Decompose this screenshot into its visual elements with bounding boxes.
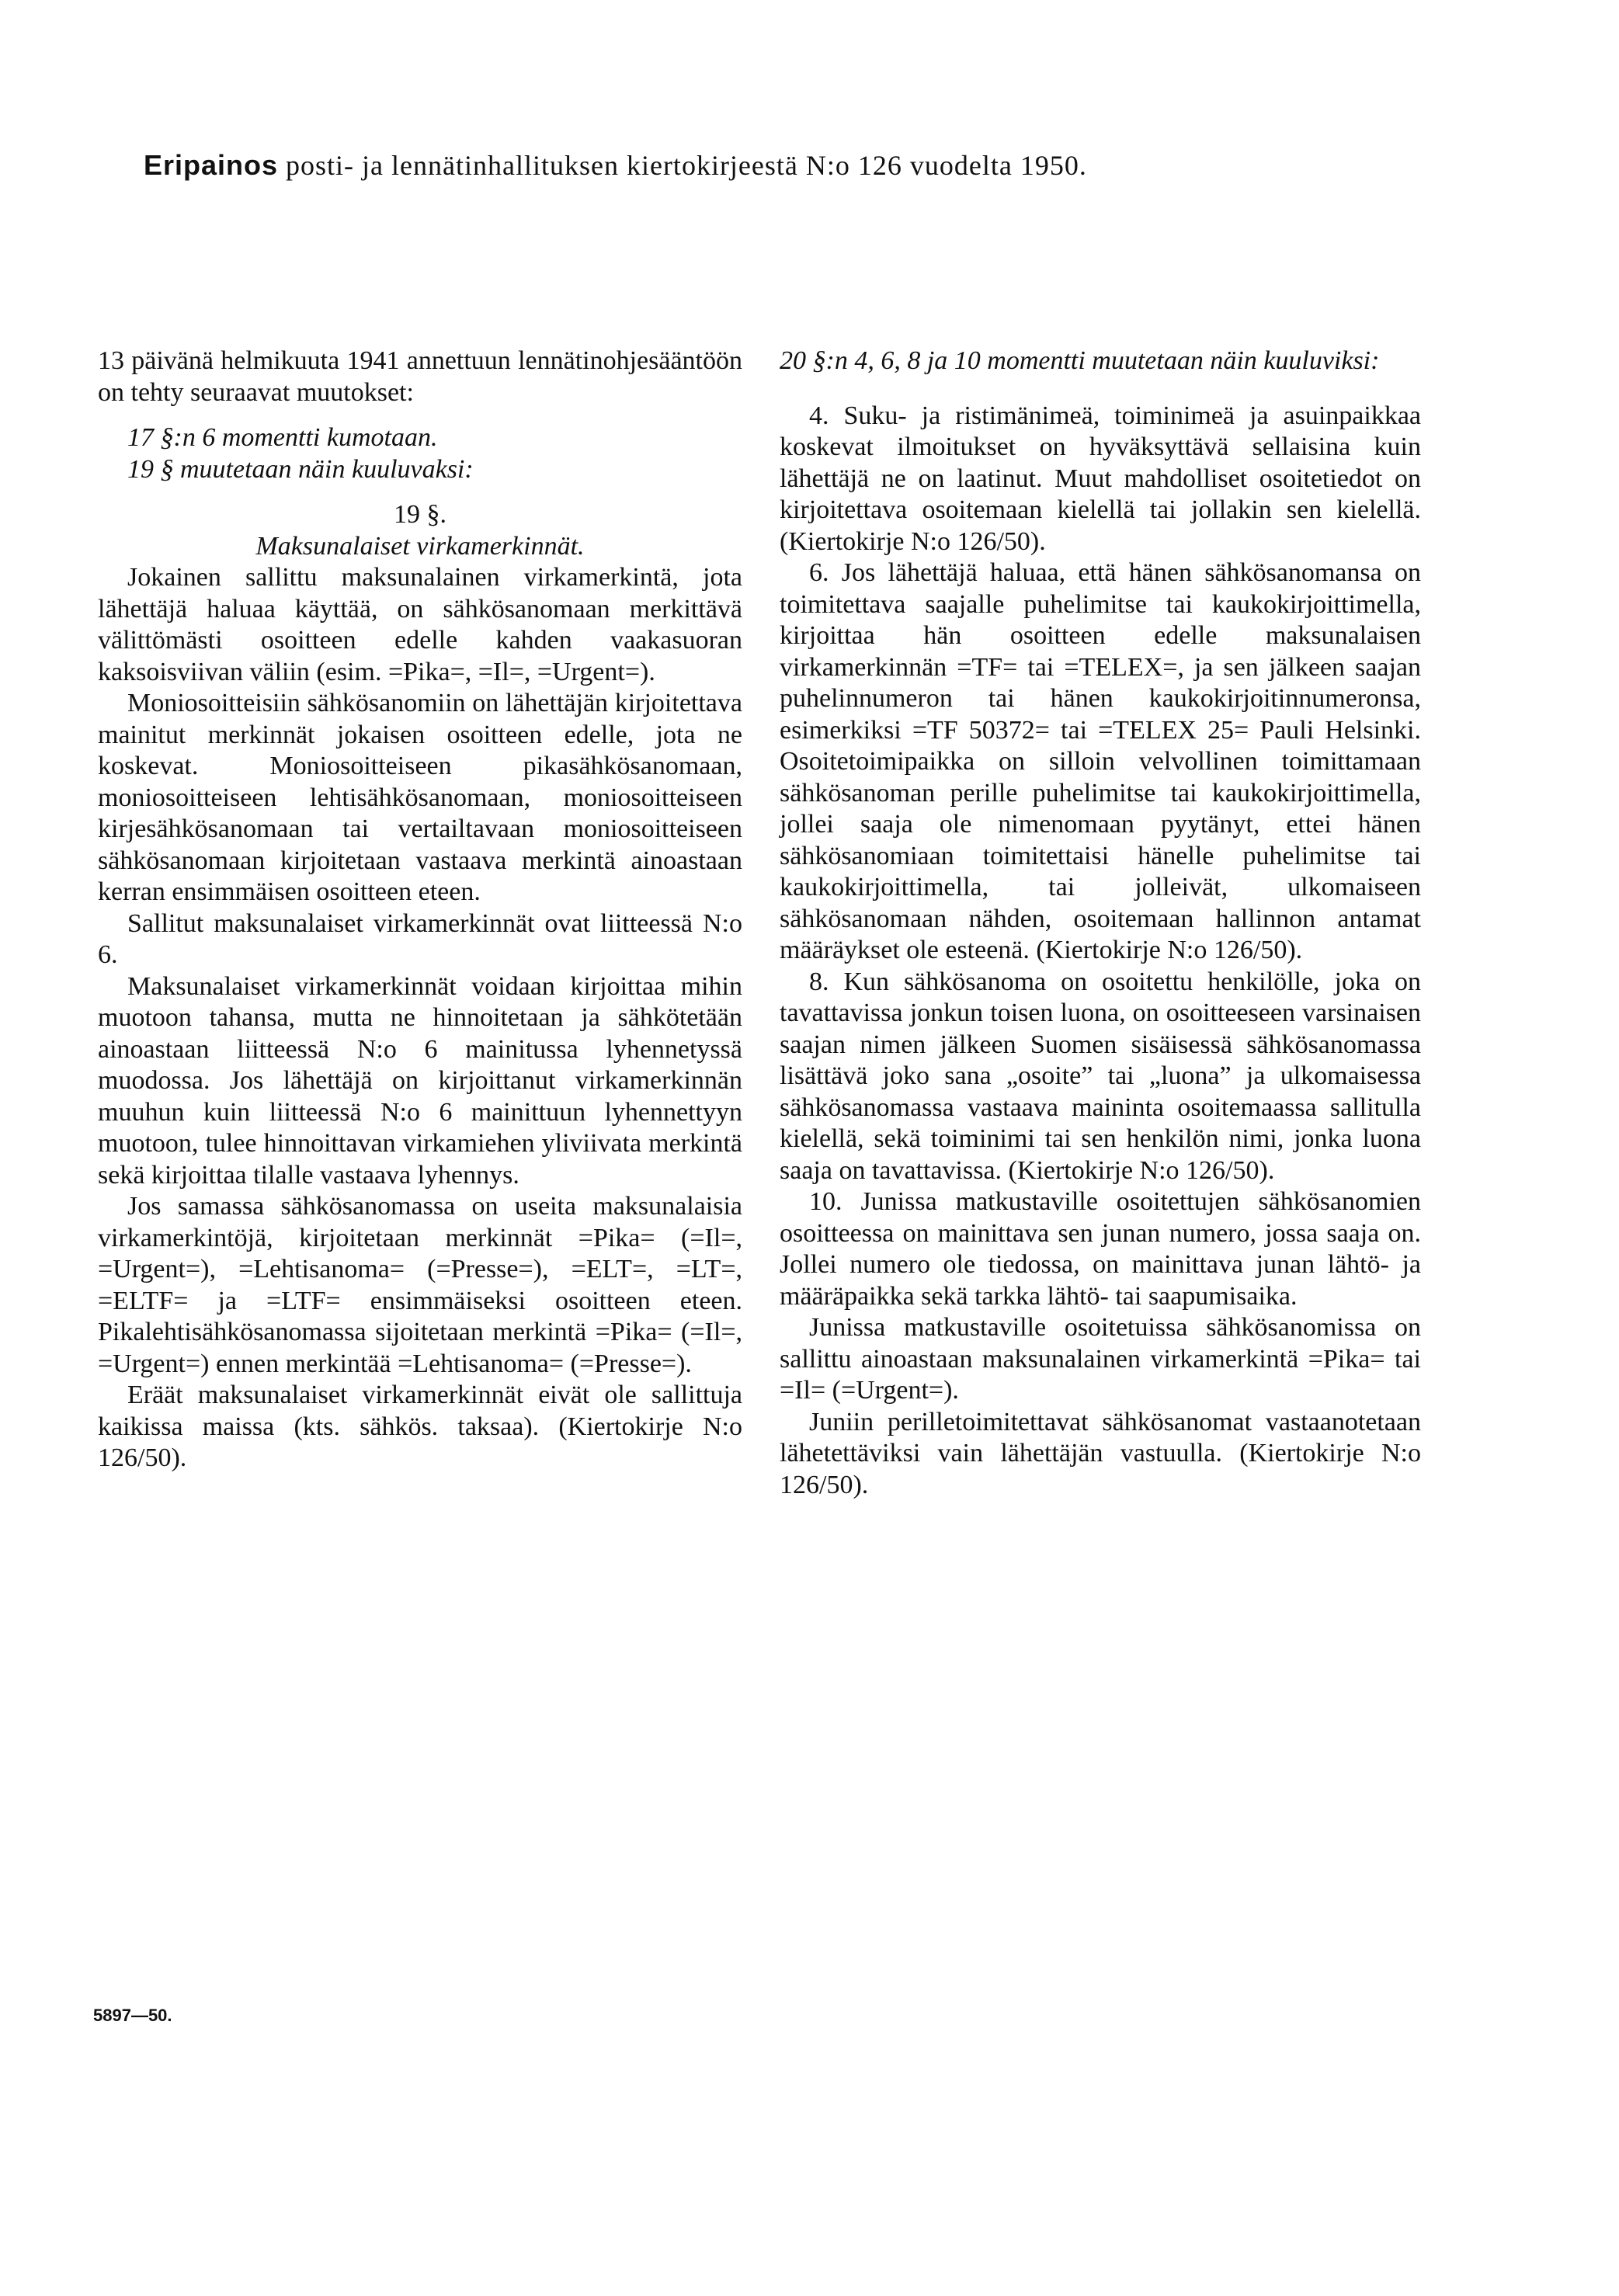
right-column xyxy=(780,346,1421,1501)
header-source: posti- ja lennätinhallituksen kiertokirjeestä N:o 126 vuodelta 1950. xyxy=(286,150,1087,181)
paragraph: Moniosoitteisiin sähkösanomiin on lähettäjän kirjoitettava mainitut merkinnät jokaisen osoitteen edelle, jota ne koskevat. Moniosoitteiseen pikasähkösanomaan, moniosoitteiseen lehtisähkösanomaan, moniosoitteiseen kirjesähkösanomaan tai vertailtavaan moniosoitteiseen sähkösanomaan kirjoitetaan vastaava merkintä ainoastaan kerran ensimmäisen osoitteen eteen. xyxy=(98,689,742,906)
section-20-heading: 20 §:n 4, 6, 8 ja 10 momentti muutetaan näin kuuluviksi: xyxy=(780,346,1380,375)
section-number: 19 §. xyxy=(394,500,446,529)
paragraph: Junissa matkustaville osoitetuissa sähkösanomissa on sallittu ainoastaan maksunalainen virkamerkintä =Pika= tai =Il= (=Urgent=). xyxy=(780,1313,1421,1405)
paragraph: Jos samassa sähkösanomassa on useita maksunalaisia virkamerkintöjä, kirjoitetaan merkinnät =Pika= (=Il=, =Urgent=), =Lehtisanoma= (=Presse=), =ELT=, =LT=, =ELTF= ja =LTF= ensimmäiseksi osoitteen eteen. Pikalehtisähkösanomassa sijoitetaan merkintä =Pika= (=Il=, =Urgent=) ennen merkintää =Lehtisanoma= (=Presse=). xyxy=(98,1192,742,1378)
paragraph: Eräät maksunalaiset virkamerkinnät eivät ole sallittuja kaikissa maissa (kts. sähkös. taksaa). (Kiertokirje N:o 126/50). xyxy=(98,1381,742,1472)
header-reprint-label: Eripainos xyxy=(144,149,279,181)
document-header xyxy=(144,149,1464,182)
paragraph-4: 4. Suku- ja ristimänimeä, toiminimeä ja asuinpaikkaa koskevat ilmoitukset on hyväksyttävä sellaisina kuin lähettäjä ne on laatinut. Muut mahdolliset osoitetiedot on kirjoitettava osoitemaan kielellä tai jollakin sen kielellä. (Kiertokirje N:o 126/50). xyxy=(780,401,1421,556)
paragraph-10: 10. Junissa matkustaville osoitettujen sähkösanomien osoitteessa on mainittava sen junan numero, jossa saaja on. Jollei numero ole tiedossa, on mainittava junan lähtö- ja määräpaikka sekä tarkka lähtö- tai saapumisaika. xyxy=(780,1187,1421,1311)
paragraph: Juniin perilletoimitettavat sähkösanomat vastaanotetaan lähetettäviksi vain lähettäjän vastuulla. (Kiertokirje N:o 126/50). xyxy=(780,1407,1421,1499)
paragraph: Jokainen sallittu maksunalainen virkamerkintä, jota lähettäjä haluaa käyttää, on sähkösanomaan merkittävä välittömästi osoitteen edelle kahden vaakasuoran kaksoisviivan väliin (esim. =Pika=, =Il=, =Urgent=). xyxy=(98,563,742,686)
change-17: 17 §:n 6 momentti kumotaan. xyxy=(127,423,438,452)
paragraph: Maksunalaiset virkamerkinnät voidaan kirjoittaa mihin muotoon tahansa, mutta ne hinnoitetaan ja sähkötetään ainoastaan liitteessä N:o 6 mainitussa lyhennetyssä muodossa. Jos lähettäjä on kirjoittanut virkamerkinnän muuhun kuin liitteessä N:o 6 mainittuun lyhennettyyn muotoon, tulee hinnoittavan virkamiehen yliviivata merkintä sekä kirjoittaa tilalle vastaava lyhennys. xyxy=(98,971,742,1190)
print-number: 5897—50. xyxy=(93,2006,172,2025)
intro-paragraph: 13 päivänä helmikuuta 1941 annettuun lennätinohjesääntöön on tehty seuraavat muutokset: xyxy=(98,346,742,407)
paragraph-6: 6. Jos lähettäjä haluaa, että hänen sähkösanomansa on toimitettava saajalle puhelimitse tai kaukokirjoittimella, kirjoittaa hän osoitteen edelle maksunalaisen virkamerkinnän =TF= tai =TELEX=, ja sen jälkeen saajan puhelinnumeron tai hänen kaukokirjoitinnumeronsa, esimerkiksi =TF 50372= tai =TELEX 25= Pauli Helsinki. Osoitetoimipaikka on silloin velvollinen toimittamaan sähkösanoman perille puhelimitse tai kaukokirjoittimella, jollei saaja ole nimenomaan pyytänyt, ettei hänen sähkösanomiaan toimitettaisi hänelle puhelimitse tai kaukokirjoittimella, tai jolleivät, ulkomaiseen sähkösanomaan nähden, osoitemaan hallinnon antamat määräykset ole esteenä. (Kiertokirje N:o 126/50). xyxy=(780,558,1421,964)
left-column xyxy=(98,346,742,1475)
paragraph: Sallitut maksunalaiset virkamerkinnät ovat liitteessä N:o 6. xyxy=(98,908,742,969)
change-19: 19 § muutetaan näin kuuluvaksi: xyxy=(127,454,474,484)
paragraph-8: 8. Kun sähkösanoma on osoitettu henkilölle, joka on tavattavissa jonkun toisen luona, on osoitteeseen varsinaisen saajan nimen jälkeen Suomen sisäisessä sähkösanomassa lisättävä joko sana „osoite” tai „luona” ja ulkomaisessa sähkösanomassa vastaava maininta osoitemaassa sallitulla kielellä, sekä toiminimi tai sen henkilön nimi, jonka luona saaja on tavattavissa. (Kiertokirje N:o 126/50). xyxy=(780,967,1421,1185)
section-title: Maksunalaiset virkamerkinnät. xyxy=(255,531,585,561)
